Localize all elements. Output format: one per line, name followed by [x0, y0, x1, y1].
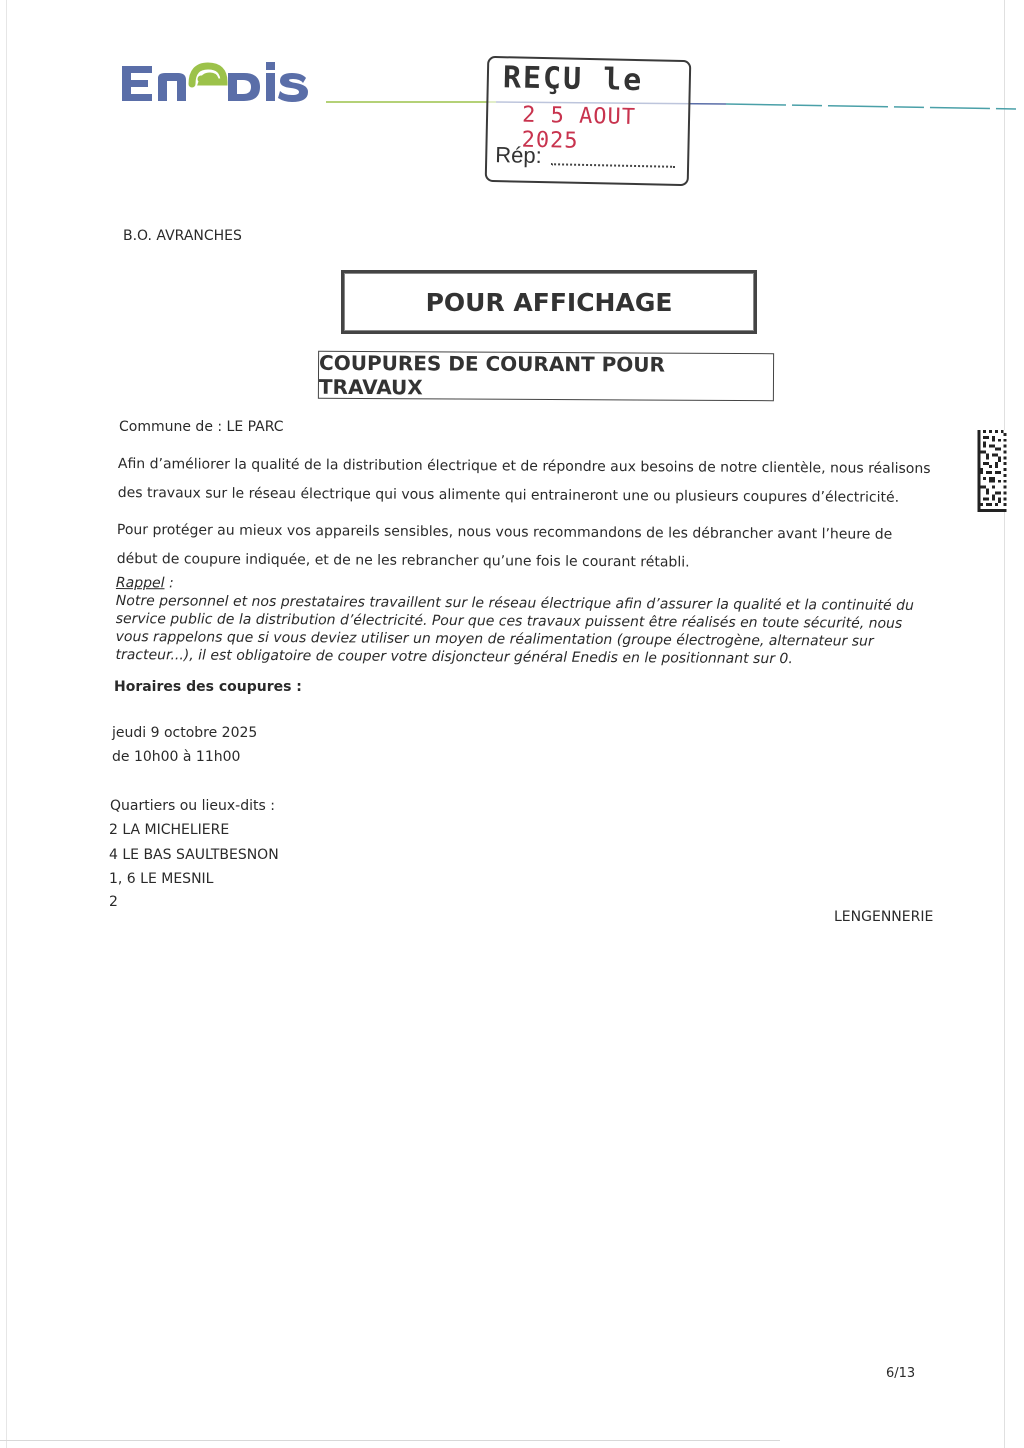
location-item: 2	[109, 894, 118, 910]
rappel-block: Rappel : Notre personnel et nos prestataires travaillent sur le réseau électrique afin d’assurer la qualité et la continuité du service public de la distribution d’électricité. Pour que ces travaux puissent être réalisés en toute sécurité, nous vous rappelons que si vous deviez utiliser un moyen de réalimentation (groupe électrogène, alternateur sur tracteur...), il est obligatoire de couper votre disjoncteur général Enedis en le positionnant sur 0.	[115, 574, 922, 669]
schedule-date: jeudi 9 octobre 2025	[112, 725, 258, 741]
locations-heading: Quartiers ou lieux-dits :	[110, 798, 275, 814]
schedule-heading: Horaires des coupures :	[114, 679, 302, 695]
location-item: 2 LA MICHELIERE	[109, 822, 230, 838]
page-number: 6/13	[886, 1366, 916, 1381]
protection-paragraph: Pour protéger au mieux vos appareils sensibles, nous vous recommandons de les débrancher avant l’heure de début de coupure indiquée, et de ne les rebrancher qu’une fois le courant rétabli.	[116, 521, 893, 571]
subtitle-text: COUPURES DE COURANT POUR TRAVAUX	[318, 350, 666, 400]
rappel-title: Rappel	[115, 575, 165, 592]
schedule-time: de 10h00 à 11h00	[112, 749, 241, 765]
rappel-text: Notre personnel et nos prestataires travaillent sur le réseau électrique afin d’assurer la qualité et la continuité du service public de la distribution d’électricité. Pour que ces travaux puissent être réalisés en toute sécurité, nous vous rappelons que si vous deviez utiliser un moyen de réalimentation (groupe électrogène, alternateur sur tracteur...), il est obligatoire de couper votre disjoncteur général Enedis en le positionnant sur 0.	[115, 592, 914, 668]
commune-line: Commune de : LE PARC	[119, 419, 284, 435]
datamatrix-barcode	[977, 430, 1007, 512]
location-item: 1, 6 LE MESNIL	[109, 871, 214, 887]
enedis-logo	[118, 58, 313, 108]
location-item-suffix: LENGENNERIE	[834, 909, 934, 925]
intro-paragraph: Afin d’améliorer la qualité de la distribution électrique et de répondre aux besoins de notre clientèle, nous réalisons des travaux sur le réseau électrique qui vous alimente qui entraineront une ou plusieurs coupures d’électricité.	[117, 455, 931, 506]
stamp-rep-label: Rép:	[495, 142, 543, 169]
stamp-dotted-line	[551, 163, 675, 168]
title-text: POUR AFFICHAGE	[425, 287, 673, 317]
stamp-title: REÇU le	[502, 60, 644, 99]
office-name: B.O. AVRANCHES	[123, 228, 242, 244]
location-item: 4 LE BAS SAULTBESNON	[109, 847, 279, 863]
scan-edge-right	[1004, 0, 1005, 1448]
received-stamp	[485, 56, 692, 186]
title-box	[341, 270, 757, 334]
stamp-date: 2 5 AOUT 2025	[521, 102, 637, 154]
subtitle-box	[318, 351, 774, 401]
scan-edge-left	[6, 0, 7, 1448]
scan-edge-bottom	[0, 1440, 780, 1441]
